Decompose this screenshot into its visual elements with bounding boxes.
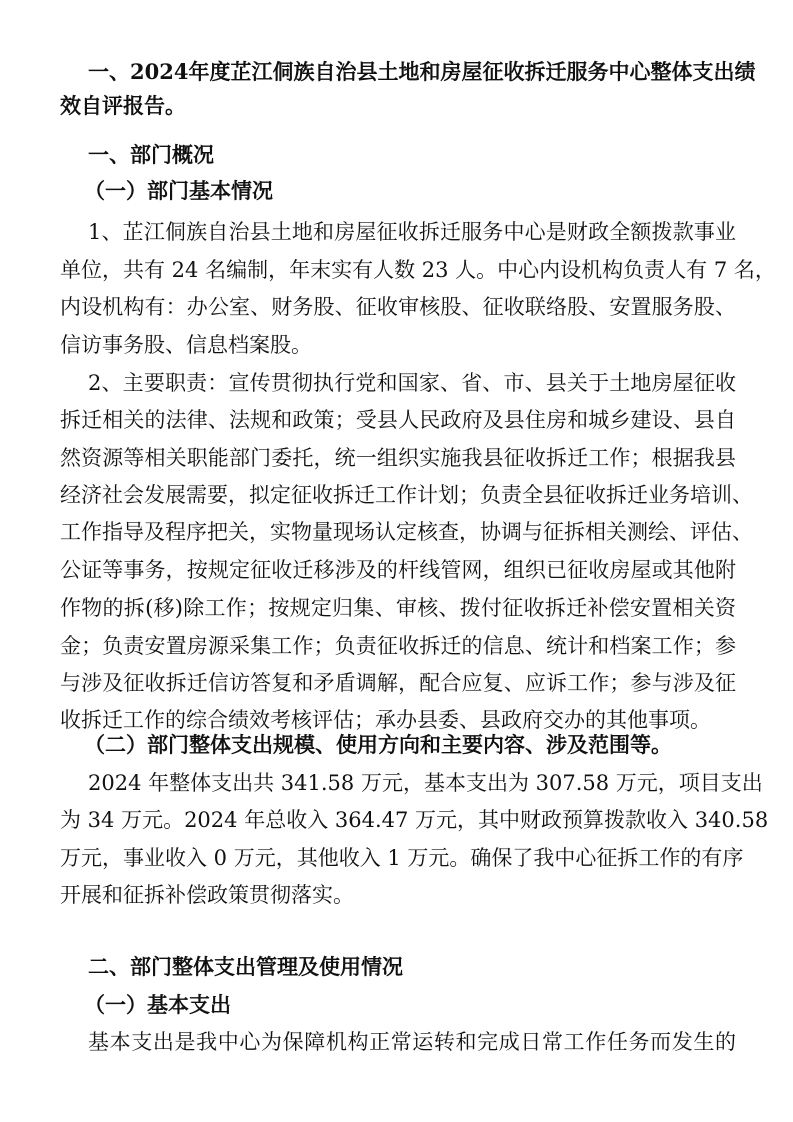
subsection-heading: （一）部门基本情况 [84, 179, 273, 203]
paragraph-line: 经济社会发展需要，拟定征收拆迁工作计划；负责全县征收拆迁业务培训、 [60, 483, 753, 507]
paragraph-line: 公证等事务，按规定征收迁移涉及的杆线管网，组织已征收房屋或其他附 [60, 558, 736, 582]
section-heading: 一、部门概况 [88, 143, 214, 167]
paragraph-line: 万元，事业收入 0 万元，其他收入 1 万元。确保了我中心征拆工作的有序 [60, 846, 744, 870]
report-title-line: 一、2024年度芷江侗族自治县土地和房屋征收拆迁服务中心整体支出绩 [88, 59, 756, 84]
paragraph-line: 信访事务股、信息档案股。 [60, 333, 312, 357]
section-heading: 二、部门整体支出管理及使用情况 [88, 955, 403, 979]
paragraph-line: 内设机构有：办公室、财务股、征收审核股、征收联络股、安置服务股、 [60, 295, 736, 319]
paragraph-line: 拆迁相关的法律、法规和政策；受县人民政府及县住房和城乡建设、县自 [60, 408, 736, 432]
subsection-heading: （二）部门整体支出规模、使用方向和主要内容、涉及范围等。 [84, 733, 672, 757]
paragraph-line: 收拆迁工作的综合绩效考核评估；承办县委、县政府交办的其他事项。 [60, 708, 711, 732]
paragraph-line: 工作指导及程序把关，实物量现场认定核查，协调与征拆相关测绘、评估、 [60, 520, 753, 544]
paragraph-line: 基本支出是我中心为保障机构正常运转和完成日常工作任务而发生的 [88, 1030, 736, 1054]
report-title-line: 效自评报告。 [60, 93, 186, 118]
paragraph-line: 金；负责安置房源采集工作；负责征收拆迁的信息、统计和档案工作；参 [60, 634, 736, 658]
paragraph-line: 然资源等相关职能部门委托，统一组织实施我县征收拆迁工作；根据我县 [60, 446, 736, 470]
paragraph-line: 作物的拆(移)除工作；按规定归集、审核、拨付征收拆迁补偿安置相关资 [60, 596, 736, 620]
paragraph-line: 2024 年整体支出共 341.58 万元，基本支出为 307.58 万元，项目支出 [88, 771, 763, 795]
paragraph-line: 单位，共有 24 名编制，年末实有人数 23 人。中心内设机构负责人有 7 名， [60, 258, 776, 282]
paragraph-line: 2、主要职责：宣传贯彻执行党和国家、省、市、县关于土地房屋征收 [88, 371, 736, 395]
paragraph-line: 与涉及征收拆迁信访答复和矛盾调解，配合应复、应诉工作；参与涉及征 [60, 671, 736, 695]
subsection-heading: （一）基本支出 [84, 993, 231, 1017]
paragraph-line: 为 34 万元。2024 年总收入 364.47 万元，其中财政预算拨款收入 340.58 [60, 808, 769, 832]
paragraph-line: 开展和征拆补偿政策贯彻落实。 [60, 883, 354, 907]
paragraph-line: 1、芷江侗族自治县土地和房屋征收拆迁服务中心是财政全额拨款事业 [88, 220, 736, 244]
